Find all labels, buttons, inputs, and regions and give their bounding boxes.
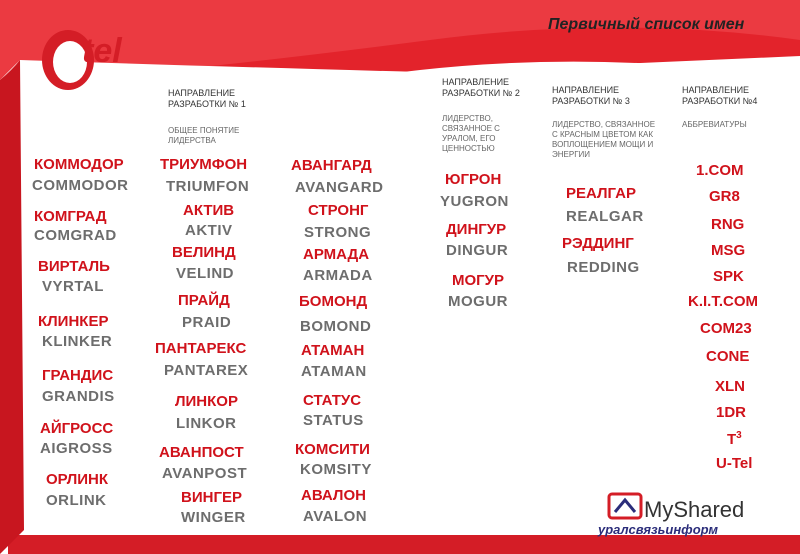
name-ru: АРМАДА: [303, 246, 370, 263]
abbreviation-t-cubed: [727, 430, 742, 448]
abbreviation: CONE: [706, 348, 750, 365]
name-en: ATAMAN: [301, 363, 367, 380]
name-en: ARMADA: [303, 267, 373, 284]
name-ru: МОГУР: [452, 272, 505, 289]
name-en: AVALON: [303, 508, 368, 525]
name-ru: ВИНГЕР: [181, 489, 242, 506]
column-4-subheader: АББРЕВИАТУРЫ: [682, 120, 747, 129]
column-1-header: НАПРАВЛЕНИЕ РАЗРАБОТКИ № 1: [168, 88, 246, 109]
abbreviation: GR8: [709, 188, 740, 205]
column-3-header: НАПРАВЛЕНИЕ РАЗРАБОТКИ № 3: [552, 85, 630, 106]
name-en: REALGAR: [566, 208, 644, 225]
name-en: KOMSITY: [300, 461, 372, 478]
superscript: 3: [736, 430, 742, 441]
abbreviation: COM23: [700, 320, 752, 337]
utel-logo: [38, 22, 168, 92]
name-en: STRONG: [304, 224, 372, 241]
watermark-text: MyShared: [644, 497, 745, 522]
column-2-header: НАПРАВЛЕНИЕ РАЗРАБОТКИ № 2: [442, 77, 520, 98]
name-ru: АВАНГАРД: [291, 157, 372, 174]
name-en: BOMOND: [300, 318, 372, 335]
name-en: COMMODOR: [32, 177, 129, 194]
name-ru: АЙГРОСС: [40, 420, 114, 437]
name-ru: СТРОНГ: [308, 202, 369, 219]
name-ru: КОМСИТИ: [295, 441, 370, 458]
name-ru: КОММОДОР: [34, 156, 124, 173]
name-ru: ГРАНДИС: [42, 367, 114, 384]
name-ru: АКТИВ: [183, 202, 235, 219]
name-en: KLINKER: [42, 333, 113, 350]
name-ru: КЛИНКЕР: [38, 313, 109, 330]
name-en: PANTAREX: [164, 362, 249, 379]
name-ru: КОМГРАД: [34, 208, 107, 225]
name-en: VELIND: [176, 265, 235, 282]
name-ru: ЮГРОН: [445, 171, 502, 188]
name-ru: РЕАЛГАР: [566, 185, 636, 202]
name-en: WINGER: [181, 509, 246, 526]
abbreviation: RNG: [711, 216, 745, 233]
abbreviation: U-Tel: [716, 455, 753, 472]
page-title: Первичный список имен: [548, 16, 745, 33]
name-en: AKTIV: [185, 222, 233, 239]
name-ru: ПАНТАРЕКС: [155, 340, 247, 357]
name-ru: БОМОНД: [299, 293, 368, 310]
abbreviation: XLN: [715, 378, 745, 395]
name-en: REDDING: [567, 259, 640, 276]
name-en: AVANGARD: [295, 179, 384, 196]
name-ru: АВАЛОН: [301, 487, 366, 504]
name-ru: ДИНГУР: [446, 221, 507, 238]
name-en: DINGUR: [446, 242, 509, 259]
name-en: MOGUR: [448, 293, 508, 310]
name-ru: ПРАЙД: [178, 292, 230, 309]
name-en: VYRTAL: [42, 278, 104, 295]
name-ru: РЭДДИНГ: [562, 235, 634, 252]
column-3-subheader: ЛИДЕРСТВО, СВЯЗАННОЕ С КРАСНЫМ ЦВЕТОМ КАК ВОПЛОЩЕНИЕМ МОЩИ И ЭНЕРГИИ: [552, 120, 656, 159]
abbreviation: K.I.T.COM: [688, 293, 758, 310]
footer-brand: уралсвязьинформ: [598, 522, 719, 537]
column-2-subheader: ЛИДЕРСТВО, СВЯЗАННОЕ С УРАЛОМ, ЕГО ЦЕННОСТЬЮ: [442, 114, 500, 153]
watermark-icon: [607, 492, 643, 520]
name-en: GRANDIS: [42, 388, 115, 405]
name-en: TRIUMFON: [166, 178, 250, 195]
name-en: COMGRAD: [34, 227, 117, 244]
name-en: LINKOR: [176, 415, 237, 432]
name-en: YUGRON: [440, 193, 509, 210]
name-ru: ТРИУМФОН: [160, 156, 248, 173]
name-en: AVANPOST: [162, 465, 248, 482]
name-en: ORLINK: [46, 492, 107, 509]
name-ru: АТАМАН: [301, 342, 365, 359]
name-ru: ВЕЛИНД: [172, 244, 236, 261]
name-ru: ОРЛИНК: [46, 471, 109, 488]
name-ru: ЛИНКОР: [175, 393, 238, 410]
abbreviation: 1DR: [716, 404, 747, 421]
name-en: PRAID: [182, 314, 232, 331]
name-en: AIGROSS: [40, 440, 113, 457]
abbreviation: SPK: [713, 268, 744, 285]
abbreviation: MSG: [711, 242, 746, 259]
abbreviation-t: T: [727, 431, 737, 448]
column-1-subheader: ОБЩЕЕ ПОНЯТИЕ ЛИДЕРСТВА: [168, 126, 240, 145]
column-4-header: НАПРАВЛЕНИЕ РАЗРАБОТКИ №4: [682, 85, 758, 106]
name-ru: АВАНПОСТ: [159, 444, 244, 461]
svg-text:tel: tel: [82, 32, 122, 70]
name-en: STATUS: [303, 412, 364, 429]
name-ru: СТАТУС: [303, 392, 362, 409]
name-ru: ВИРТАЛЬ: [38, 258, 110, 275]
abbreviation: 1.COM: [696, 162, 744, 179]
